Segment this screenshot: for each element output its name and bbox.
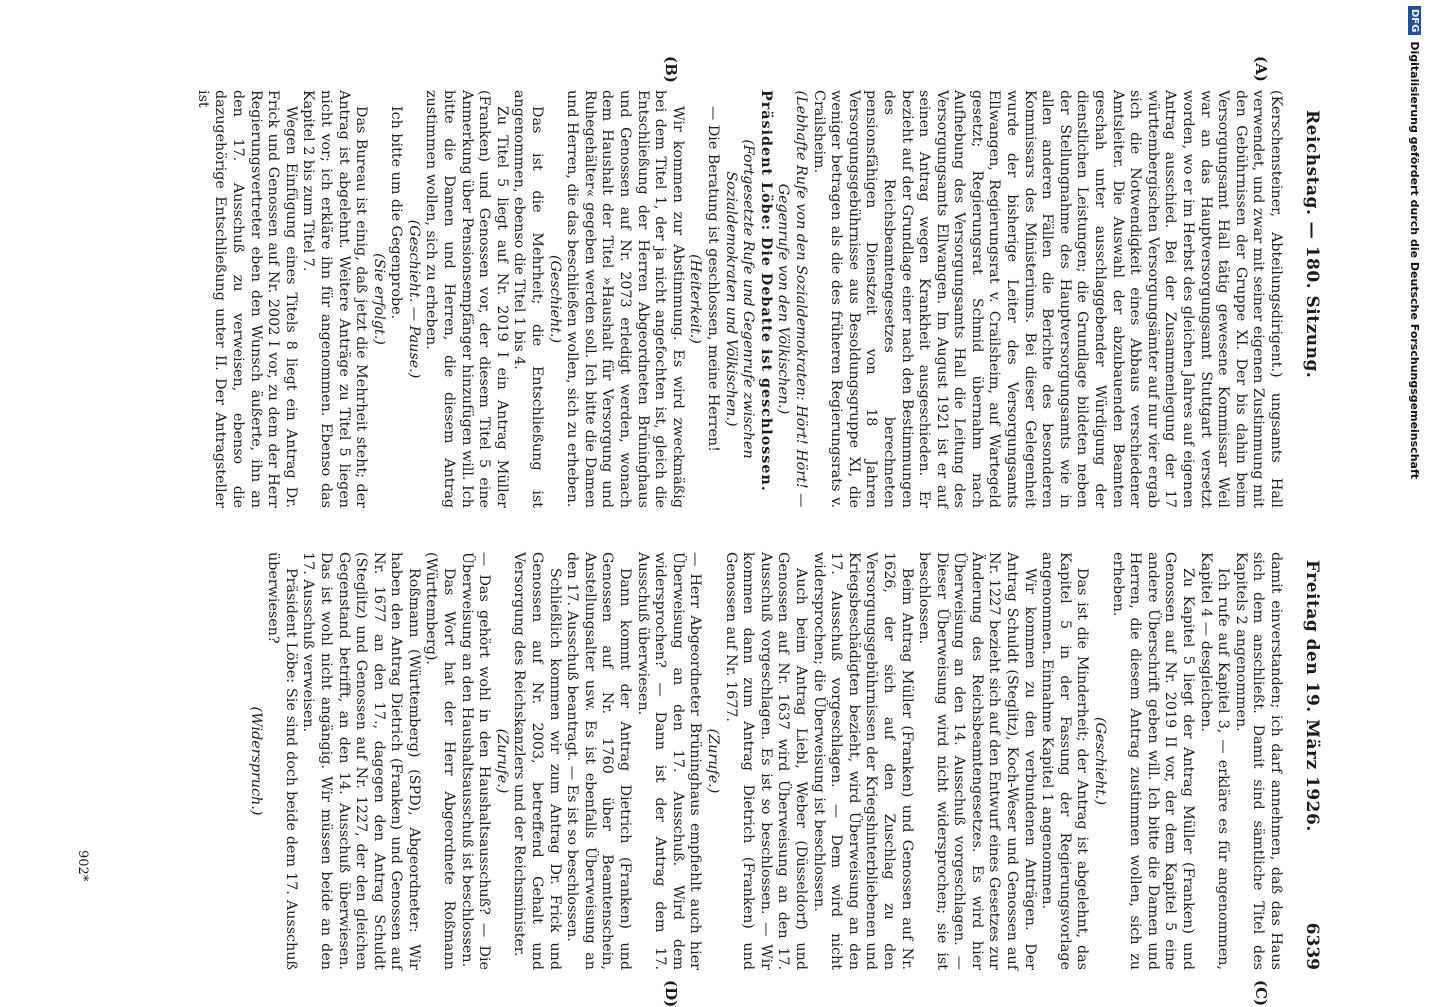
interjection: (Geschieht.)	[546, 254, 563, 344]
paragraph: Wir kommen zur Abstimmung. Es wird zweckmäßig bei dem Titel 1, der ja nicht angefochten ist, gleich die Entschließung der Herren Abgeordneten Brüninghaus und Genossen auf Nr. 2073 erledigt werden, wonach dem Haushalt der Titel »Haushalt für Versorgung und Ruhegehälter« gegeben werden soll. Ich bitte die Damen und Herren, die das beschließen wollen, sich zu erheben.	[564, 90, 686, 508]
paragraph: Das Bureau ist einig, daß jetzt die Mehrheit steht; der Antrag ist abgelehnt. Weitere Anträge zu Titel 5 liegen nicht vor; ich erkläre ihn für angenommen. Ebenso das Kapitel 2 bis zum Titel 7.	[300, 90, 370, 508]
paragraph: — Das gehört wohl in den Haushaltsausschuß? — Die Überweisung an den Haushaltsausschuß ist beschlossen.	[458, 552, 493, 970]
paragraph: Das Wort hat der Herr Abgeordnete Roßmann (Württemberg).	[423, 552, 458, 970]
margin-mark-a: (A)	[1252, 56, 1270, 82]
interjection: (Lebhafte Rufe von den Sozialdemokraten: Hört! Hört! — Gegenrufe von den Völkischen.)	[775, 90, 809, 508]
speaker-line: Präsident Löbe: Die Debatte ist geschlossen.	[757, 90, 774, 492]
interjection: (Heiterkeit.)	[687, 254, 704, 344]
paragraph: damit einverstanden; ich darf annehmen, daß das Haus sich dem anschließt. Damit sind sämtliche Titel des Kapitels 2 angenommen.	[1232, 552, 1284, 970]
dfg-logo: DFG	[1409, 6, 1422, 35]
paragraph: Schließlich kommen wir zum Antrag Dr. Frick und Genossen auf Nr. 2003, betreffend Gehalt und Versorgung des Reichskanzlers und der Reichsminister.	[511, 552, 563, 970]
interjection: (Sie erfolgt.)	[370, 253, 387, 345]
paragraph: Beim Antrag Müller (Franken) und Genossen auf Nr. 1626, der sich auf den Zuschlag zu den Versorgungsgebührnissen der Kriegshinterbliebenen und Kriegsbeschädigten bezieht, wird Überweisung an den 17. Ausschuß vorgeschlagen. — Dem wird nicht widersprochen; die Überweisung ist beschlossen.	[810, 552, 915, 970]
paragraph: Ich rufe auf Kapitel 3, — erkläre es für angenommen, Kapitel 4 — desgleichen.	[1197, 552, 1232, 970]
paragraph: Wegen Einfügung eines Titels 8 liegt ein Antrag Dr. Frick und Genossen auf Nr. 2002 I vor, zu dem der Herr Regierungsvertreter eben den Wunsch äußerte, ihn an den 17. Ausschuß zu verweisen, ebenso die dazugehörige Entschließung unter II. Der Antragsteller ist	[194, 90, 299, 508]
paragraph: — Die Beratung ist geschlossen, meine Herren!	[705, 106, 721, 452]
page-number: 6339	[1302, 922, 1322, 970]
paragraph: Das ist die Minderheit; der Antrag ist abgelehnt, das Kapitel 5 in der Fassung der Regierungsvorlage angenommen. Einnahme Kapitel 1 angenommen.	[1039, 552, 1091, 970]
interjection: (Zurufe.)	[705, 728, 721, 794]
speaker-paragraph: Präsident Löbe: Sie sind doch beide dem 17. Ausschuß überwiesen?	[265, 552, 299, 970]
paragraph: Dann kommt der Antrag Dietrich (Franken) und Genossen auf Nr. 1760 über Beamtenschein, Anstellungsalter usw. Es ist ebenfalls Überweisung an den 17. Ausschuß beantragt. — Es ist so beschlossen.	[564, 552, 634, 970]
margin-mark-c: (C)	[1252, 980, 1270, 1007]
paragraph: (Kerschensteiner, Abteilungsdirigent.) ungsamts Hall verwendet, und zwar mit seiner eigenen Zustimmung mit den Gebührnissen der Gruppe XI. Der bis dahin beim Versorgungsamt Hall tätig gewesene Kommissar Weil war an das Hauptversorgungsamt Stuttgart versetzt worden, wo er im Herbst des gleichen Jahres auf eigenen Antrag ausschied. Bei der Zusammenlegung der 17 württembergischen Versorgungsämter auf nur vier ergab sich die Notwendigkeit eines Abbaus verschiedener Amtsleiter. Die Auswahl der abzubauenden Beamten geschah unter ausschlaggebender Würdigung der dienstlichen Leistungen; die Grundlage bildeten neben der Stellungnahme des Hauptversorgungsamts wie in allen anderen Fällen die Berichte des besonderen Kommissars des Ministeriums. Bei dieser Gelegenheit wurde der bisherige Leiter des Versorgungsamts Ellwangen, Regierungsrat v. Crailsheim, auf Wartegeld gesetzt; Regierungsrat Schmid übernahm nach Aufhebung des Versorgungsamts Hall die Leitung des Versorgungsamts Ellwangen. Im August 1921 ist er auf seinen Antrag wegen Krankheit ausgeschieden. Er bezieht auf der Grundlage einer nach den Bestimmungen des Reichsbeamtengesetzes berechneten pensionsfähigen Dienstzeit von 18 Jahren Versorgungsgebührnisse aus Besoldungsgruppe XI, die weniger betragen als die des früheren Regierungsrats v. Crailsheim.	[810, 90, 1284, 508]
document-page	[60, 56, 1330, 1007]
paragraph: Ich bitte um die Gegenprobe.	[388, 106, 405, 320]
margin-mark-b: (B)	[662, 56, 680, 83]
header-right: Freitag den 19. März 1926.	[1302, 560, 1322, 832]
paragraph: Das ist die Mehrheit; die Entschließung ist angenommen, ebenso die Titel 1 bis 4.	[511, 90, 546, 508]
paragraph: — Herr Abgeordneter Brüninghaus empfiehlt auch hier Überweisung an den 17. Ausschuß. Wird dem widersprochen? — Dann ist der Antrag dem 17. Ausschuß überwiesen.	[634, 552, 704, 970]
paragraph: Wir kommen zu den verbundenen Anträgen. Der Antrag Schuldt (Steglitz), Koch-Weser und Genossen auf Nr. 1227 bezieht sich auf den Entwurf eines Gesetzes zur Änderung des Reichsbeamtengesetzes. Es wird hier Überweisung an den 14. Ausschuß vorgeschlagen. — Dieser Überweisung wird nicht widersprochen; sie ist beschlossen.	[916, 552, 1038, 970]
paragraph: Zu Titel 5 liegt auf Nr. 2019 I ein Antrag Müller (Franken) und Genossen vor, der diesem Titel 5 eine Anmerkung über Pensionsempfänger hinzufügen will. Ich bitte die Damen und Herren, die diesem Antrag zustimmen wollen, sich zu erheben.	[423, 90, 510, 508]
interjection: (Geschieht.)	[1092, 716, 1109, 806]
dfg-note-text: Digitalisierung gefördert durch die Deutsche Forschungsgemeinschaft	[1408, 41, 1422, 480]
interjection: (Widerspruch.)	[247, 706, 264, 816]
speaker-paragraph: Roßmann (Württemberg) (SPD), Abgeordneter: Wir haben den Antrag Dietrich (Franken) und Genossen auf Nr. 1677 an den 17., dagegen den Antrag Schuldt (Steglitz) und Genossen auf Nr. 1227, der den gleichen Gegenstand betrifft, an den 14. Ausschuß überwiesen. Das ist wohl nicht angängig. Wir müssen beide an den 17. Ausschuß verweisen.	[300, 552, 422, 970]
paragraph: Zu Kapitel 5 liegt der Antrag Müller (Franken) und Genossen auf Nr. 2019 II vor, der dem Kapitel 5 eine andere Überschrift geben will. Ich bitte die Damen und Herren, die diesem Antrag zustimmen wollen, sich zu erheben.	[1109, 552, 1197, 970]
margin-mark-d: (D)	[662, 980, 680, 1007]
header-left: Reichstag. — 180. Sitzung.	[1302, 110, 1322, 379]
interjection: (Geschieht. — Pause.)	[405, 219, 422, 379]
left-column	[193, 90, 1284, 508]
footer-number: 902*	[75, 850, 90, 882]
right-column	[246, 552, 1284, 970]
interjection: (Zurufe.)	[493, 728, 510, 794]
interjection: (Fortgesetzte Rufe und Gegenrufe zwischen Sozialdemokraten und Völkischen.)	[722, 139, 757, 459]
paragraph: Auch beim Antrag Liebl, Weber (Düsseldorf) und Genossen auf Nr. 1637 wird Überweisung an den 17. Ausschuß vorgeschlagen. Es ist so beschlossen. — Wir kommen dann zum Antrag Dietrich (Franken) und Genossen auf Nr. 1677.	[722, 552, 809, 970]
page-header	[1290, 90, 1330, 970]
dfg-side-note	[1404, 6, 1426, 986]
